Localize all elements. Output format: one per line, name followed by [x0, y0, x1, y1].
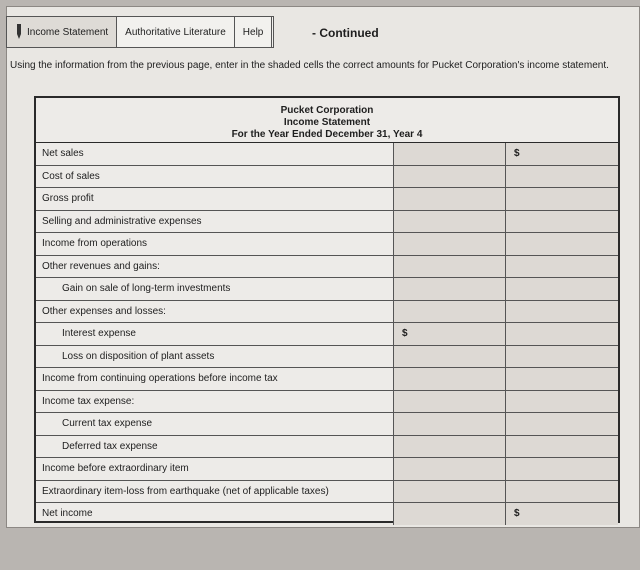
amount-cell-1[interactable]	[394, 256, 506, 278]
row-label: Net sales	[36, 143, 394, 165]
table-row	[36, 188, 618, 211]
table-row	[36, 143, 618, 166]
amount-cell-2[interactable]	[506, 391, 618, 413]
table-row	[36, 278, 618, 301]
amount-cell-1[interactable]	[394, 458, 506, 480]
table-row	[36, 481, 618, 504]
continued-label: - Continued	[312, 26, 379, 40]
row-label: Loss on disposition of plant assets	[36, 346, 394, 368]
amount-cell-1[interactable]	[394, 368, 506, 390]
amount-cell-2[interactable]	[506, 301, 618, 323]
amount-cell-1[interactable]	[394, 346, 506, 368]
row-label: Interest expense	[36, 323, 394, 345]
table-row	[36, 166, 618, 189]
table-row	[36, 211, 618, 234]
row-label: Gain on sale of long-term investments	[36, 278, 394, 300]
amount-cell-2[interactable]	[506, 481, 618, 503]
pen-icon	[15, 24, 23, 40]
amount-cell-2[interactable]: $	[506, 143, 618, 165]
row-label: Net income	[36, 503, 394, 525]
statement-rows	[36, 143, 618, 525]
table-row	[36, 346, 618, 369]
amount-cell-1[interactable]	[394, 278, 506, 300]
amount-cell-2[interactable]	[506, 458, 618, 480]
amount-cell-1[interactable]: $	[394, 323, 506, 345]
amount-cell-2[interactable]	[506, 188, 618, 210]
tab-income-statement[interactable]	[6, 17, 117, 47]
amount-cell-1[interactable]	[394, 413, 506, 435]
amount-cell-2[interactable]	[506, 211, 618, 233]
amount-cell-1[interactable]	[394, 301, 506, 323]
row-label: Income tax expense:	[36, 391, 394, 413]
amount-cell-2[interactable]	[506, 233, 618, 255]
amount-cell-2[interactable]	[506, 346, 618, 368]
row-label: Gross profit	[36, 188, 394, 210]
table-row	[36, 323, 618, 346]
tab-help[interactable]	[235, 17, 275, 47]
amount-cell-2[interactable]	[506, 368, 618, 390]
amount-cell-1[interactable]	[394, 481, 506, 503]
amount-cell-1[interactable]	[394, 503, 506, 525]
amount-cell-2[interactable]	[506, 413, 618, 435]
instructions-text: Using the information from the previous page, enter in the shaded cells the correct amounts for Pucket Corporation's income statement.	[10, 60, 609, 71]
row-label: Cost of sales	[36, 166, 394, 188]
tab-authoritative-literature[interactable]	[117, 17, 235, 47]
company-name: Pucket Corporation	[280, 105, 374, 116]
amount-cell-2[interactable]	[506, 436, 618, 458]
amount-cell-1[interactable]	[394, 143, 506, 165]
row-label: Extraordinary item-loss from earthquake (net of applicable taxes)	[36, 481, 394, 503]
amount-cell-1[interactable]	[394, 188, 506, 210]
table-row	[36, 368, 618, 391]
amount-cell-1[interactable]	[394, 391, 506, 413]
amount-cell-1[interactable]	[394, 436, 506, 458]
table-row	[36, 503, 618, 525]
amount-cell-2[interactable]	[506, 256, 618, 278]
table-row	[36, 256, 618, 279]
table-row	[36, 301, 618, 324]
table-row	[36, 458, 618, 481]
row-label: Income before extraordinary item	[36, 458, 394, 480]
amount-cell-1[interactable]	[394, 211, 506, 233]
tab-label: Help	[242, 26, 264, 38]
amount-cell-2[interactable]	[506, 278, 618, 300]
table-row	[36, 391, 618, 414]
table-row	[36, 233, 618, 256]
table-row	[36, 413, 618, 436]
amount-cell-2[interactable]	[506, 323, 618, 345]
amount-cell-1[interactable]	[394, 166, 506, 188]
statement-header	[36, 98, 618, 143]
row-label: Other revenues and gains:	[36, 256, 394, 278]
statement-period: For the Year Ended December 31, Year 4	[231, 129, 423, 140]
tab-label: Income Statement	[27, 26, 109, 38]
row-label: Deferred tax expense	[36, 436, 394, 458]
amount-cell-1[interactable]	[394, 233, 506, 255]
row-label: Current tax expense	[36, 413, 394, 435]
amount-cell-2[interactable]	[506, 166, 618, 188]
amount-cell-2[interactable]: $	[506, 503, 618, 525]
income-statement-table	[34, 96, 620, 523]
row-label: Other expenses and losses:	[36, 301, 394, 323]
row-label: Income from continuing operations before income tax	[36, 368, 394, 390]
statement-title: Income Statement	[283, 117, 371, 128]
row-label: Selling and administrative expenses	[36, 211, 394, 233]
tab-label: Authoritative Literature	[125, 26, 226, 38]
tab-bar	[6, 16, 274, 48]
table-row	[36, 436, 618, 459]
row-label: Income from operations	[36, 233, 394, 255]
